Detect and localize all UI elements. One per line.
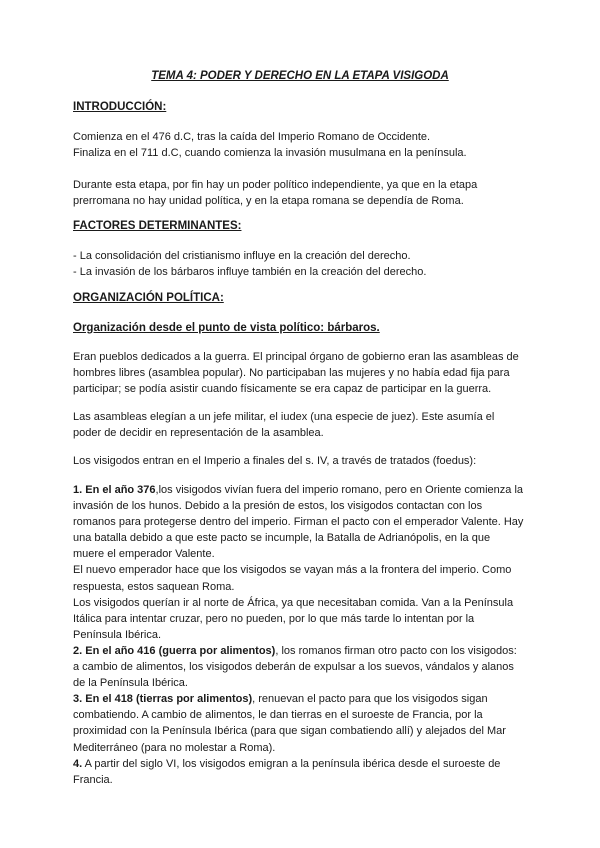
text-line: proximidad con la Península Ibérica (para que sigan combatiendo allí) y alejados del Mar [73,725,506,738]
text-line: prerromana no hay unidad política, y en la etapa romana se dependía de Roma. [73,195,464,208]
text-line: Comienza en el 476 d.C, tras la caída del Imperio Romano de Occidente. [73,131,431,143]
text-line: romanos para protegerse dentro del imperio. Firman el pacto con el emperador Valente. Hay [73,516,524,529]
list-item-number: 1. En el año 376 [73,484,156,496]
heading-factores: FACTORES DETERMINANTES: [73,220,242,232]
text-line: respuesta, estos saquean Roma. [73,580,235,593]
intro-paragraph-1 [73,129,533,161]
org-paragraph-2 [73,409,533,441]
heading-introduccion: INTRODUCCIÓN: [73,101,167,113]
text-line: Eran pueblos dedicados a la guerra. El principal órgano de gobierno eran las asambleas de [73,351,519,363]
text-line: Francia. [73,773,113,786]
list-item: - La consolidación del cristianismo influye en la creación del derecho. [73,250,411,262]
text-line: ,los visigodos vivían fuera del imperio romano, pero en Oriente comienza la [155,484,524,496]
subheading-barbaros: Organización desde el punto de vista político: bárbaros. [73,322,380,334]
text-line: combatiendo. A cambio de alimentos, le dan tierras en el suroeste de Francia, por la [73,709,483,722]
factores-list [73,248,533,280]
text-line: Los visigodos querían ir al norte de África, ya que necesitaban comida. Van a la Península [73,596,514,609]
text-line: a cambio de alimentos, los visigodos deberán de expulsar a los suevos, vándalos y alanos [73,661,514,674]
org-paragraph-1 [73,349,533,397]
text-line: , los romanos firman otro pacto con los visigodos: [275,644,517,657]
text-line: hombres libres (asamblea popular). No participaban las mujeres y no había edad fija para [73,367,510,380]
text-line: , renuevan el pacto para que los visigodos sigan [252,693,488,706]
text-line: Durante esta etapa, por fin hay un poder político independiente, ya que en la etapa [73,179,478,191]
heading-organizacion: ORGANIZACIÓN POLÍTICA: [73,292,224,304]
text-line: El nuevo emperador hace que los visigodos se vayan más a la frontera del imperio. Como [73,564,512,577]
text-line: Las asambleas elegían a un jefe militar, el iudex (una especie de juez). Este asumía el [73,411,495,423]
text-line: Itálica para intentar cruzar, pero no pueden, por lo que más tarde lo intentan por la [73,612,475,625]
text-line: A partir del siglo VI, los visigodos emigran a la península ibérica desde el suroeste de [82,757,501,770]
list-item: - La invasión de los bárbaros influye también en la creación del derecho. [73,266,427,279]
list-item-number: 3. En el 418 (tierras por alimentos) [73,693,253,706]
text-line: Mediterráneo (para no molestar a Roma). [73,741,276,754]
document-title: TEMA 4: PODER Y DERECHO EN LA ETAPA VISIGODA [151,70,449,82]
org-paragraph-3: Los visigodos entran en el Imperio a finales del s. IV, a través de tratados (foedus): [73,455,477,467]
text-line: poder de decidir en representación de la asamblea. [73,427,324,440]
text-line: una batalla debido a que este pacto se incumple, la Batalla de Adrianópolis, en la que [73,532,491,545]
list-item-number: 4. [73,757,83,770]
text-line: de la Península Ibérica. [73,677,188,690]
text-line: Finaliza en el 711 d.C, cuando comienza la invasión musulmana en la península. [73,147,467,160]
foedus-list [73,482,533,788]
text-line: Península Ibérica. [73,628,162,641]
text-line: participar; se podía asistir cuando físicamente se era capaz de participar en la guerra. [73,383,492,396]
text-line: muere el emperador Valente. [73,548,215,561]
list-item-number: 2. En el año 416 (guerra por alimentos) [73,644,276,657]
text-line: invasión de los hunos. Debido a la presión de estos, los visigodos contactan con los [73,500,483,513]
intro-paragraph-2 [73,177,533,209]
